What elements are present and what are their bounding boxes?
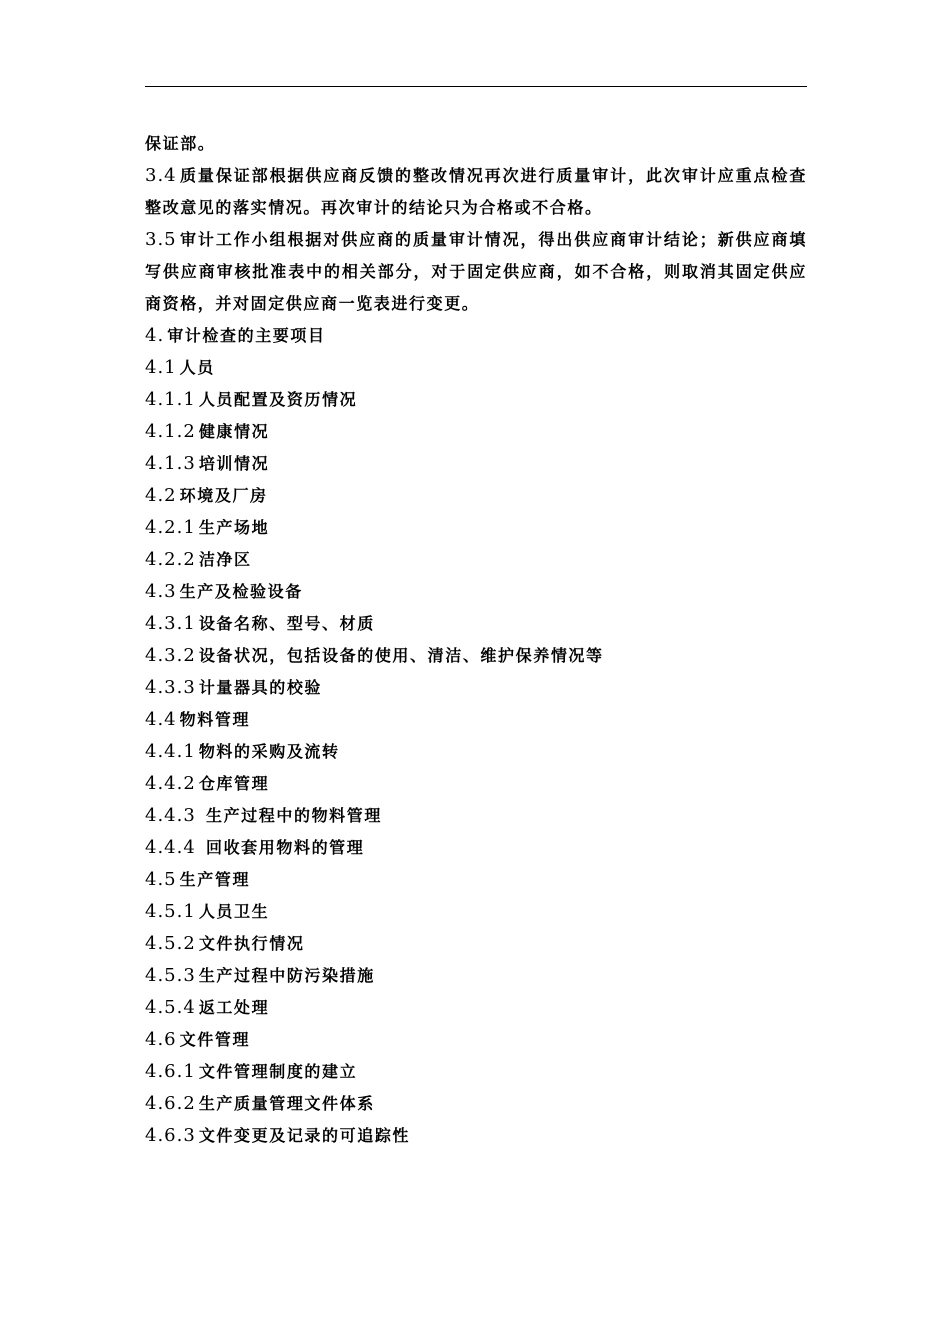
paragraph-text: 洁净区 [198, 550, 252, 569]
paragraph [145, 736, 807, 768]
paragraph-text: 设备状况，包括设备的使用、清洁、维护保养情况等 [198, 646, 604, 665]
paragraph [145, 128, 807, 160]
paragraph [145, 512, 807, 544]
paragraph [145, 640, 807, 672]
paragraph [145, 864, 807, 896]
section-number: 4.5 [145, 869, 177, 890]
section-number: 4.6.1 [145, 1061, 196, 1082]
section-number: 4.6.3 [145, 1125, 196, 1146]
paragraph-text: 生产质量管理文件体系 [198, 1094, 375, 1113]
header-rule [145, 86, 807, 87]
paragraph [145, 896, 807, 928]
paragraph-text: 仓库管理 [198, 774, 270, 793]
paragraph [145, 768, 807, 800]
section-number: 4.2 [145, 485, 177, 506]
section-number: 4.3.1 [145, 613, 196, 634]
paragraph [145, 320, 807, 352]
paragraph-text: 物料的采购及流转 [198, 742, 340, 761]
paragraph [145, 800, 807, 832]
section-number: 4.1.3 [145, 453, 196, 474]
section-number: 4.4.1 [145, 741, 196, 762]
paragraph-text: 返工处理 [198, 998, 270, 1017]
paragraph-text: 生产及检验设备 [179, 582, 303, 601]
paragraph-text: 环境及厂房 [179, 486, 268, 505]
paragraph [145, 1088, 807, 1120]
section-number: 4.4 [145, 709, 177, 730]
paragraph [145, 928, 807, 960]
paragraph-text: 生产场地 [198, 518, 270, 537]
paragraph [145, 704, 807, 736]
paragraph-text: 生产过程中的物料管理 [198, 806, 382, 825]
document-body [145, 128, 807, 1152]
section-number: 4.6 [145, 1029, 177, 1050]
section-number: 4.5.3 [145, 965, 196, 986]
paragraph [145, 608, 807, 640]
paragraph [145, 544, 807, 576]
paragraph [145, 672, 807, 704]
section-number: 4. [145, 325, 165, 346]
paragraph-text: 文件管理制度的建立 [198, 1062, 358, 1081]
paragraph [145, 1024, 807, 1056]
section-number: 4.6.2 [145, 1093, 196, 1114]
paragraph-text: 回收套用物料的管理 [198, 838, 365, 857]
paragraph [145, 224, 807, 320]
paragraph [145, 1120, 807, 1152]
paragraph-text: 生产过程中防污染措施 [198, 966, 375, 985]
paragraph-text: 设备名称、型号、材质 [198, 614, 375, 633]
paragraph-text: 审计检查的主要项目 [167, 326, 326, 345]
section-number: 4.5.1 [145, 901, 196, 922]
paragraph-text: 培训情况 [198, 454, 270, 473]
section-number: 3.4 [145, 165, 177, 186]
paragraph-text: 人员配置及资历情况 [198, 390, 358, 409]
section-number: 4.1.1 [145, 389, 196, 410]
section-number: 4.3.2 [145, 645, 196, 666]
section-number: 4.2.1 [145, 517, 196, 538]
section-number: 3.5 [145, 229, 177, 250]
paragraph-text: 质量保证部根据供应商反馈的整改情况再次进行质量审计，此次审计应重点检查整改意见的落实情况。再次审计的结论只为合格或不合格。 [145, 166, 807, 217]
paragraph-text: 人员 [179, 358, 215, 377]
paragraph-text: 计量器具的校验 [198, 678, 323, 697]
section-number: 4.3.3 [145, 677, 196, 698]
paragraph [145, 352, 807, 384]
paragraph-text: 审计工作小组根据对供应商的质量审计情况，得出供应商审计结论；新供应商填写供应商审核批准表中的相关部分，对于固定供应商，如不合格，则取消其固定供应商资格，并对固定供应商一览表进行变更。 [145, 230, 807, 313]
paragraph [145, 480, 807, 512]
section-number: 4.5.2 [145, 933, 196, 954]
paragraph [145, 960, 807, 992]
paragraph-text: 物料管理 [179, 710, 251, 729]
paragraph-text: 人员卫生 [198, 902, 270, 921]
paragraph-text: 文件管理 [179, 1030, 251, 1049]
section-number: 4.3 [145, 581, 177, 602]
paragraph [145, 832, 807, 864]
paragraph [145, 992, 807, 1024]
section-number: 4.4.4 [145, 837, 196, 858]
section-number: 4.2.2 [145, 549, 196, 570]
paragraph [145, 416, 807, 448]
paragraph-text: 生产管理 [179, 870, 251, 889]
section-number: 4.1.2 [145, 421, 196, 442]
paragraph [145, 576, 807, 608]
section-number: 4.5.4 [145, 997, 196, 1018]
paragraph [145, 384, 807, 416]
paragraph [145, 160, 807, 224]
paragraph-text: 文件变更及记录的可追踪性 [198, 1126, 411, 1145]
paragraph-text: 保证部。 [145, 134, 216, 153]
section-number: 4.1 [145, 357, 177, 378]
paragraph-text: 文件执行情况 [198, 934, 305, 953]
section-number: 4.4.2 [145, 773, 196, 794]
paragraph [145, 1056, 807, 1088]
paragraph [145, 448, 807, 480]
paragraph-text: 健康情况 [198, 422, 270, 441]
section-number: 4.4.3 [145, 805, 196, 826]
